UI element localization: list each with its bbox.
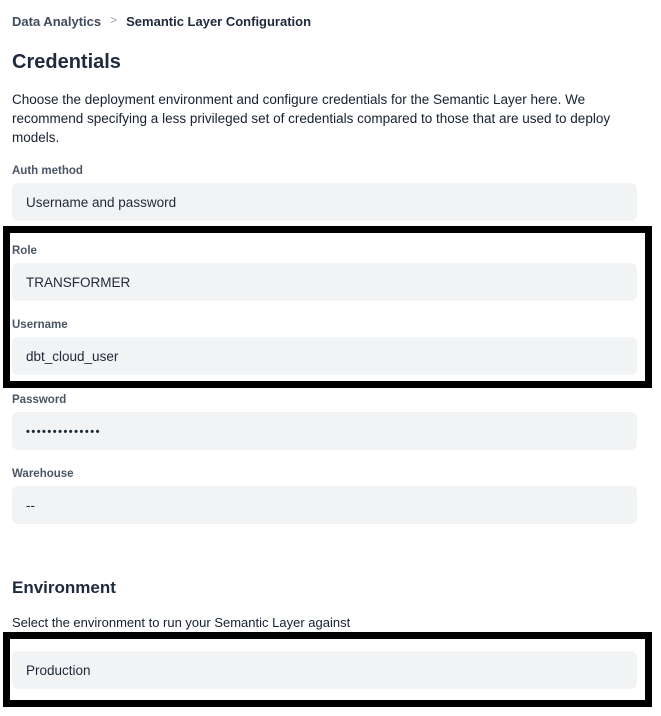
role-label: Role bbox=[12, 245, 37, 257]
auth-method-value: Username and password bbox=[26, 194, 177, 210]
auth-method-field-group bbox=[12, 165, 637, 221]
password-input[interactable] bbox=[12, 412, 637, 450]
warehouse-field-group bbox=[12, 468, 637, 524]
username-value: dbt_cloud_user bbox=[26, 348, 119, 364]
breadcrumb-semantic-layer-configuration: Semantic Layer Configuration bbox=[126, 14, 312, 29]
password-masked-value: •••••••••••••• bbox=[26, 426, 101, 438]
role-input[interactable] bbox=[12, 263, 637, 301]
highlight-box-role-username bbox=[3, 226, 652, 388]
breadcrumb bbox=[12, 14, 637, 29]
environment-select[interactable] bbox=[12, 651, 637, 689]
password-field-group bbox=[12, 394, 637, 450]
credentials-section-description: Choose the deployment environment and configure credentials for the Semantic Layer here. We recommend specifying a less privileged set of credentials compared to those that are used to deploy models. bbox=[12, 92, 611, 145]
warehouse-input[interactable] bbox=[12, 486, 637, 524]
username-label: Username bbox=[12, 319, 68, 331]
credentials-section-title: Credentials bbox=[12, 51, 121, 73]
environment-section-title: Environment bbox=[12, 578, 116, 597]
environment-field-group bbox=[12, 651, 637, 689]
auth-method-select[interactable] bbox=[12, 183, 637, 221]
warehouse-label: Warehouse bbox=[12, 468, 74, 480]
environment-section-description: Select the environment to run your Semantic Layer against bbox=[12, 615, 351, 630]
breadcrumb-data-analytics[interactable]: Data Analytics bbox=[12, 14, 102, 29]
role-field-group bbox=[12, 245, 637, 301]
highlight-box-environment bbox=[3, 632, 652, 707]
username-input[interactable] bbox=[12, 337, 637, 375]
role-value: TRANSFORMER bbox=[26, 274, 131, 290]
environment-value: Production bbox=[26, 662, 91, 678]
breadcrumb-separator-icon: > bbox=[110, 13, 118, 27]
username-field-group bbox=[12, 319, 637, 375]
auth-method-label: Auth method bbox=[12, 165, 83, 177]
warehouse-value: -- bbox=[26, 497, 35, 513]
password-label: Password bbox=[12, 394, 67, 406]
